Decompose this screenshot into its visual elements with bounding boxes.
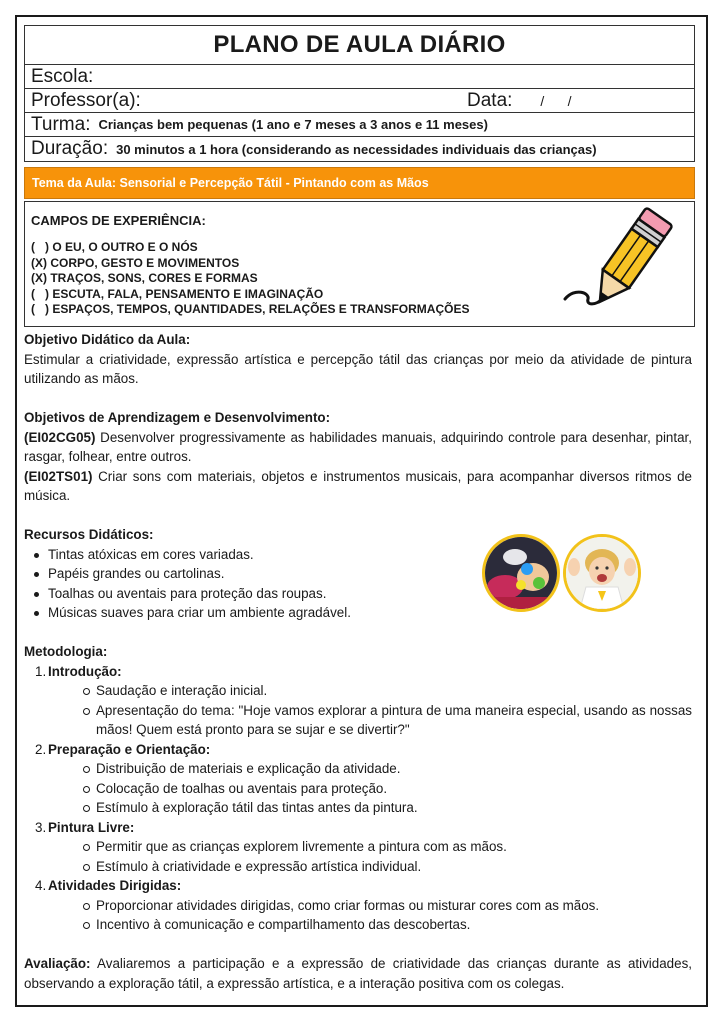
campos-item: ( ) ESCUTA, FALA, PENSAMENTO E IMAGINAÇÃO <box>31 286 324 301</box>
happy-child-photo <box>563 534 641 612</box>
campos-list <box>31 240 469 318</box>
main-content <box>24 330 692 993</box>
tema-banner: Tema da Aula: Sensorial e Percepção Tátil - Pintando com as Mãos <box>24 167 695 199</box>
professor-row <box>25 89 694 113</box>
turma-label: Turma: <box>31 113 91 135</box>
aprendizagem-item: (EI02CG05) Desenvolver progressivamente as habilidades manuais, adquirindo controle para desenhar, pintar, rasgar, folhear, entre outros. <box>24 429 692 464</box>
metodologia-list <box>24 662 692 935</box>
metodologia-heading: Metodologia: <box>24 644 108 659</box>
data-slashes: / / <box>540 93 572 109</box>
aprendizagem-item: (EI02TS01) Criar sons com materiais, objetos e instrumentos musicais, para acompanhar diversos ritmos de música. <box>24 468 692 503</box>
header-table <box>24 25 695 162</box>
campos-item: ( ) ESPAÇOS, TEMPOS, QUANTIDADES, RELAÇÕES E TRANSFORMAÇÕES <box>31 302 470 316</box>
campos-heading: CAMPOS DE EXPERIÊNCIA: <box>31 213 206 228</box>
objetivo-heading: Objetivo Didático da Aula: <box>24 332 191 347</box>
list-item: Saudação e interação inicial. <box>96 681 692 701</box>
list-item: Estímulo à criatividade e expressão artística individual. <box>96 857 692 877</box>
duracao-row <box>25 137 694 161</box>
pencil-icon <box>560 207 680 317</box>
date-field <box>467 89 572 113</box>
turma-value: Crianças bem pequenas (1 ano e 7 meses a 3 anos e 11 meses) <box>98 117 488 132</box>
painted-hands-photo <box>482 534 560 612</box>
list-item: Papéis grandes ou cartolinas. <box>48 564 692 584</box>
duracao-label: Duração: <box>31 138 109 159</box>
escola-label: Escola: <box>31 65 94 87</box>
metodologia-step: 3. Pintura Livre: Permitir que as crianças explorem livremente a pintura com as mãos. Estímulo à criatividade e expressão artística individual. <box>48 818 692 877</box>
escola-row <box>25 65 694 89</box>
turma-row <box>25 113 694 137</box>
aprendizagem-heading: Objetivos de Aprendizagem e Desenvolvimento: <box>24 410 331 425</box>
list-item: Permitir que as crianças explorem livremente a pintura com as mãos. <box>96 837 692 857</box>
campos-item: (X) CORPO, GESTO E MOVIMENTOS <box>31 255 240 270</box>
duracao-value: 30 minutos a 1 hora (considerando as necessidades individuais das crianças) <box>116 141 597 157</box>
recursos-heading: Recursos Didáticos: <box>24 527 154 542</box>
metodologia-step: 1. Introdução: Saudação e interação inicial. Apresentação do tema: "Hoje vamos explorar a pintura de uma maneira especial, usando as nossas mãos! Quem está pronto para se sujar e se divertir?" <box>48 662 692 740</box>
list-item: Estímulo à exploração tátil das tintas antes da pintura. <box>96 798 692 818</box>
metodologia-step: 4. Atividades Dirigidas: Proporcionar atividades dirigidas, como criar formas ou misturar cores com as mãos. Incentivo à comunicação e compartilhamento das descobertas. <box>48 876 692 935</box>
list-item: Apresentação do tema: "Hoje vamos explorar a pintura de uma maneira especial, usando as nossas mãos! Quem está pronto para se sujar e se divertir?" <box>96 701 692 740</box>
list-item: Proporcionar atividades dirigidas, como criar formas ou misturar cores com as mãos. <box>96 896 692 916</box>
page-title: PLANO DE AULA DIÁRIO <box>25 26 694 65</box>
list-item: Incentivo à comunicação e compartilhamento das descobertas. <box>96 915 692 935</box>
list-item: Distribuição de materiais e explicação da atividade. <box>96 759 692 779</box>
metodologia-step: 2. Preparação e Orientação: Distribuição de materiais e explicação da atividade. Colocação de toalhas ou aventais para proteção. Estímulo à exploração tátil das tintas antes da pintura. <box>48 740 692 818</box>
list-item: Tintas atóxicas em cores variadas. <box>48 545 692 565</box>
list-item: Colocação de toalhas ou aventais para proteção. <box>96 779 692 799</box>
professor-label: Professor(a): <box>31 89 141 111</box>
list-item: Músicas suaves para criar um ambiente agradável. <box>48 603 692 623</box>
objetivo-text: Estimular a criatividade, expressão artística e percepção tátil das crianças por meio da atividade de pintura utilizando as mãos. <box>24 351 692 386</box>
campos-item: (X) TRAÇOS, SONS, CORES E FORMAS <box>31 271 258 285</box>
campos-item: ( ) O EU, O OUTRO E O NÓS <box>31 240 198 254</box>
avaliacao-text: Avaliação: Avaliaremos a participação e a expressão de criatividade das crianças durante as atividades, observando a exploração tátil, a expressão artística, e a interação positiva com os colegas. <box>24 956 692 991</box>
list-item: Toalhas ou aventais para proteção das roupas. <box>48 584 692 604</box>
data-label: Data: <box>467 90 513 111</box>
